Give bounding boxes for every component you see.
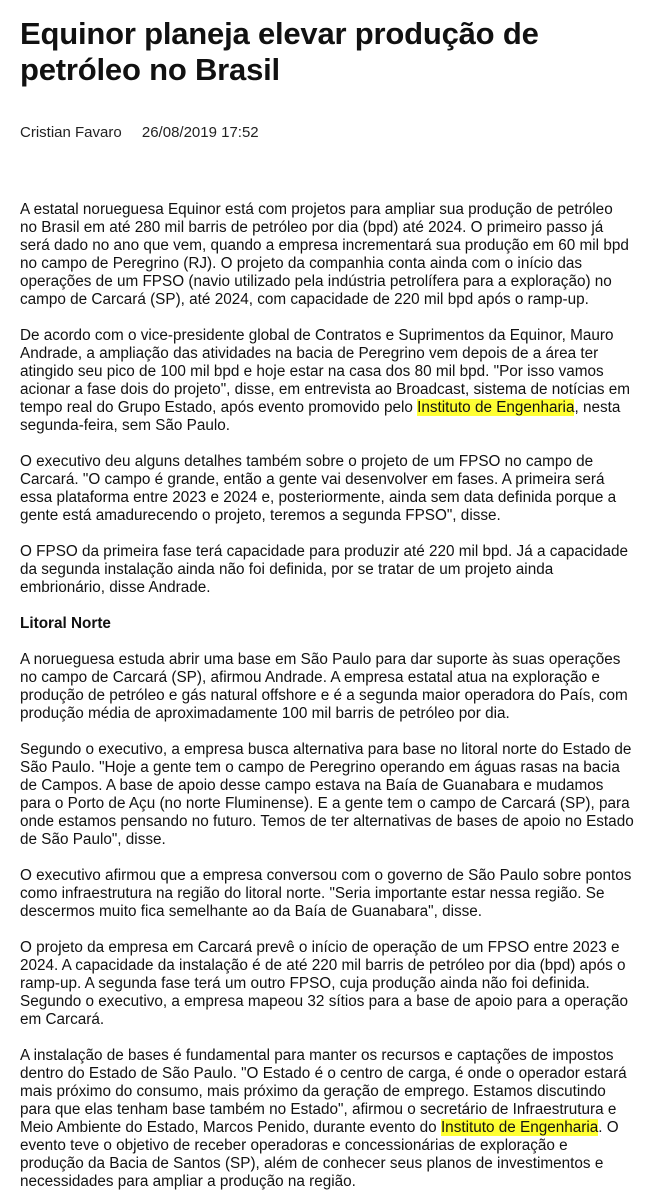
article-paragraph xyxy=(20,867,660,921)
paragraph-line: será dado no ano que vem, quando a empresa incrementará sua produção em 60 mil bpd xyxy=(20,237,629,254)
paragraph-line: em Carcará. xyxy=(20,1011,105,1028)
paragraph-line: produção média de aproximadamente 100 mil barris de petróleo por dia. xyxy=(20,705,510,722)
paragraph-line: mais próximo do consumo, mais próximo da geração de emprego. Estamos discutindo xyxy=(20,1083,606,1100)
paragraph-line: Segundo o executivo, a empresa busca alternativa para base no litoral norte do Estado de xyxy=(20,741,632,758)
article-meta xyxy=(20,124,671,142)
title-line: Equinor planeja elevar produção de xyxy=(20,16,539,51)
paragraph-line: Andrade, a ampliação das atividades na bacia de Peregrino vem depois de a área ter xyxy=(20,345,599,362)
article-paragraph xyxy=(20,939,660,1029)
article-paragraph xyxy=(20,327,660,435)
paragraph-line: O projeto da empresa em Carcará prevê o início de operação de um FPSO entre 2023 e xyxy=(20,939,620,956)
paragraph-line: produção de petróleo e gás natural offshore e é a segunda maior operadora do País, com xyxy=(20,687,628,704)
article-paragraph xyxy=(20,543,660,597)
paragraph-line: essa plataforma entre 2023 e 2024 e, posteriormente, ainda sem data definida porque a xyxy=(20,489,617,506)
paragraph-line: descermos muito fica semelhante ao da Baía de Guanabara", disse. xyxy=(20,903,483,920)
paragraph-line: como infraestrutura na região do litoral norte. "Seria importante estar nessa região. Se xyxy=(20,885,605,902)
paragraph-line: 2024. A capacidade da instalação é de até 220 mil barris de petróleo por dia (bpd) após o xyxy=(20,957,626,974)
publish-datetime: 26/08/2019 17:52 xyxy=(141,124,259,141)
paragraph-line: no campo de Peregrino (RJ). O projeto da companhia conta ainda com o início das xyxy=(20,255,583,272)
paragraph-line xyxy=(20,1119,660,1137)
paragraph-line: De acordo com o vice-presidente global de Contratos e Suprimentos da Equinor, Mauro xyxy=(20,327,614,344)
article-paragraph xyxy=(20,453,660,525)
paragraph-line: O executivo deu alguns detalhes também sobre o projeto de um FPSO no campo de xyxy=(20,453,594,470)
article-title xyxy=(20,0,650,88)
instituto-engenharia-link[interactable]: Instituto de Engenharia xyxy=(417,399,575,416)
paragraph-line: A instalação de bases é fundamental para manter os recursos e captações de impostos xyxy=(20,1047,614,1064)
article-paragraph xyxy=(20,1047,660,1191)
section-subheading: Litoral Norte xyxy=(20,615,111,632)
paragraph-line: campo de Carcará (SP), até 2024, com capacidade de 220 mil bpd após o ramp-up. xyxy=(20,291,589,308)
article-paragraph xyxy=(20,201,660,309)
paragraph-line: de Campos. A base de apoio desse campo estava na Baía de Guanabara e mudamos xyxy=(20,777,604,794)
paragraph-line: para o Porto de Açu (no norte Fluminense). E a gente tem o campo de Carcará (SP), para xyxy=(20,795,630,812)
paragraph-line: A norueguesa estuda abrir uma base em São Paulo para dar suporte às suas operações xyxy=(20,651,621,668)
paragraph-line: onde estamos pensando no futuro. Temos de ter alternativas de bases de apoio no Estado xyxy=(20,813,634,830)
paragraph-line: evento teve o objetivo de receber operadoras e concessionárias de exploração e xyxy=(20,1137,568,1154)
article-body xyxy=(20,201,660,1191)
paragraph-line: de São Paulo", disse. xyxy=(20,831,166,848)
article-paragraph xyxy=(20,741,660,849)
author-name: Cristian Favaro xyxy=(20,124,122,141)
paragraph-line: A estatal norueguesa Equinor está com projetos para ampliar sua produção de petróleo xyxy=(20,201,613,218)
title-line: petróleo no Brasil xyxy=(20,52,280,87)
paragraph-line: necessidades para ampliar a produção na região. xyxy=(20,1173,356,1190)
paragraph-line: no campo de Carcará (SP), afirmou Andrade. A empresa estatal atua na exploração e xyxy=(20,669,600,686)
line-text: Meio Ambiente do Estado, Marcos Penido, durante evento do xyxy=(20,1119,441,1136)
line-text: tempo real do Grupo Estado, após evento promovido pelo xyxy=(20,399,418,416)
paragraph-line xyxy=(20,399,660,417)
paragraph-line: dentro do Estado de São Paulo. "O Estado é o centro de carga, é onde o operador estará xyxy=(20,1065,627,1082)
paragraph-line: Segundo o executivo, a empresa mapeou 32 sítios para a base de apoio para a operação xyxy=(20,993,629,1010)
paragraph-line: para que elas tenham base também no Estado", afirmou o secretário de Infraestrutura e xyxy=(20,1101,617,1118)
paragraph-line: ramp-up. A segunda fase terá um outro FPSO, cuja produção ainda não foi definida. xyxy=(20,975,590,992)
paragraph-line: segunda-feira, sem São Paulo. xyxy=(20,417,231,434)
paragraph-line: acionar a fase dois do projeto", disse, em entrevista ao Broadcast, sistema de notícias em xyxy=(20,381,630,398)
instituto-engenharia-link[interactable]: Instituto de Engenharia xyxy=(440,1119,599,1136)
paragraph-line: produção da Bacia de Santos (SP), além de conhecer seus planos de investimentos e xyxy=(20,1155,604,1172)
paragraph-line: da segunda instalação ainda não foi definida, por se tratar de um projeto ainda xyxy=(20,561,554,578)
paragraph-line: O executivo afirmou que a empresa conversou com o governo de São Paulo sobre pontos xyxy=(20,867,632,884)
paragraph-line: operações de um FPSO (navio utilizado pela indústria petrolífera para a exploração) no xyxy=(20,273,612,290)
paragraph-line: Carcará. "O campo é grande, então a gente vai desenvolver em fases. A primeira será xyxy=(20,471,605,488)
paragraph-line: embrionário, disse Andrade. xyxy=(20,579,211,596)
paragraph-line: atingido seu pico de 100 mil bpd e hoje estar na casa dos 80 mil bpd. "Por isso vamos xyxy=(20,363,604,380)
paragraph-line: São Paulo. "Hoje a gente tem o campo de Peregrino operando em águas rasas na bacia xyxy=(20,759,620,776)
paragraph-line: O FPSO da primeira fase terá capacidade para produzir até 220 mil bpd. Já a capacidade xyxy=(20,543,628,560)
line-text: . O xyxy=(598,1119,619,1136)
paragraph-line: gente está amadurecendo o projeto, teremos a segunda FPSO", disse. xyxy=(20,507,501,524)
line-text: , nesta xyxy=(574,399,621,416)
article-paragraph xyxy=(20,651,660,723)
paragraph-line: no Brasil em até 280 mil barris de petróleo por dia (bpd) até 2024. O primeiro passo já xyxy=(20,219,604,236)
